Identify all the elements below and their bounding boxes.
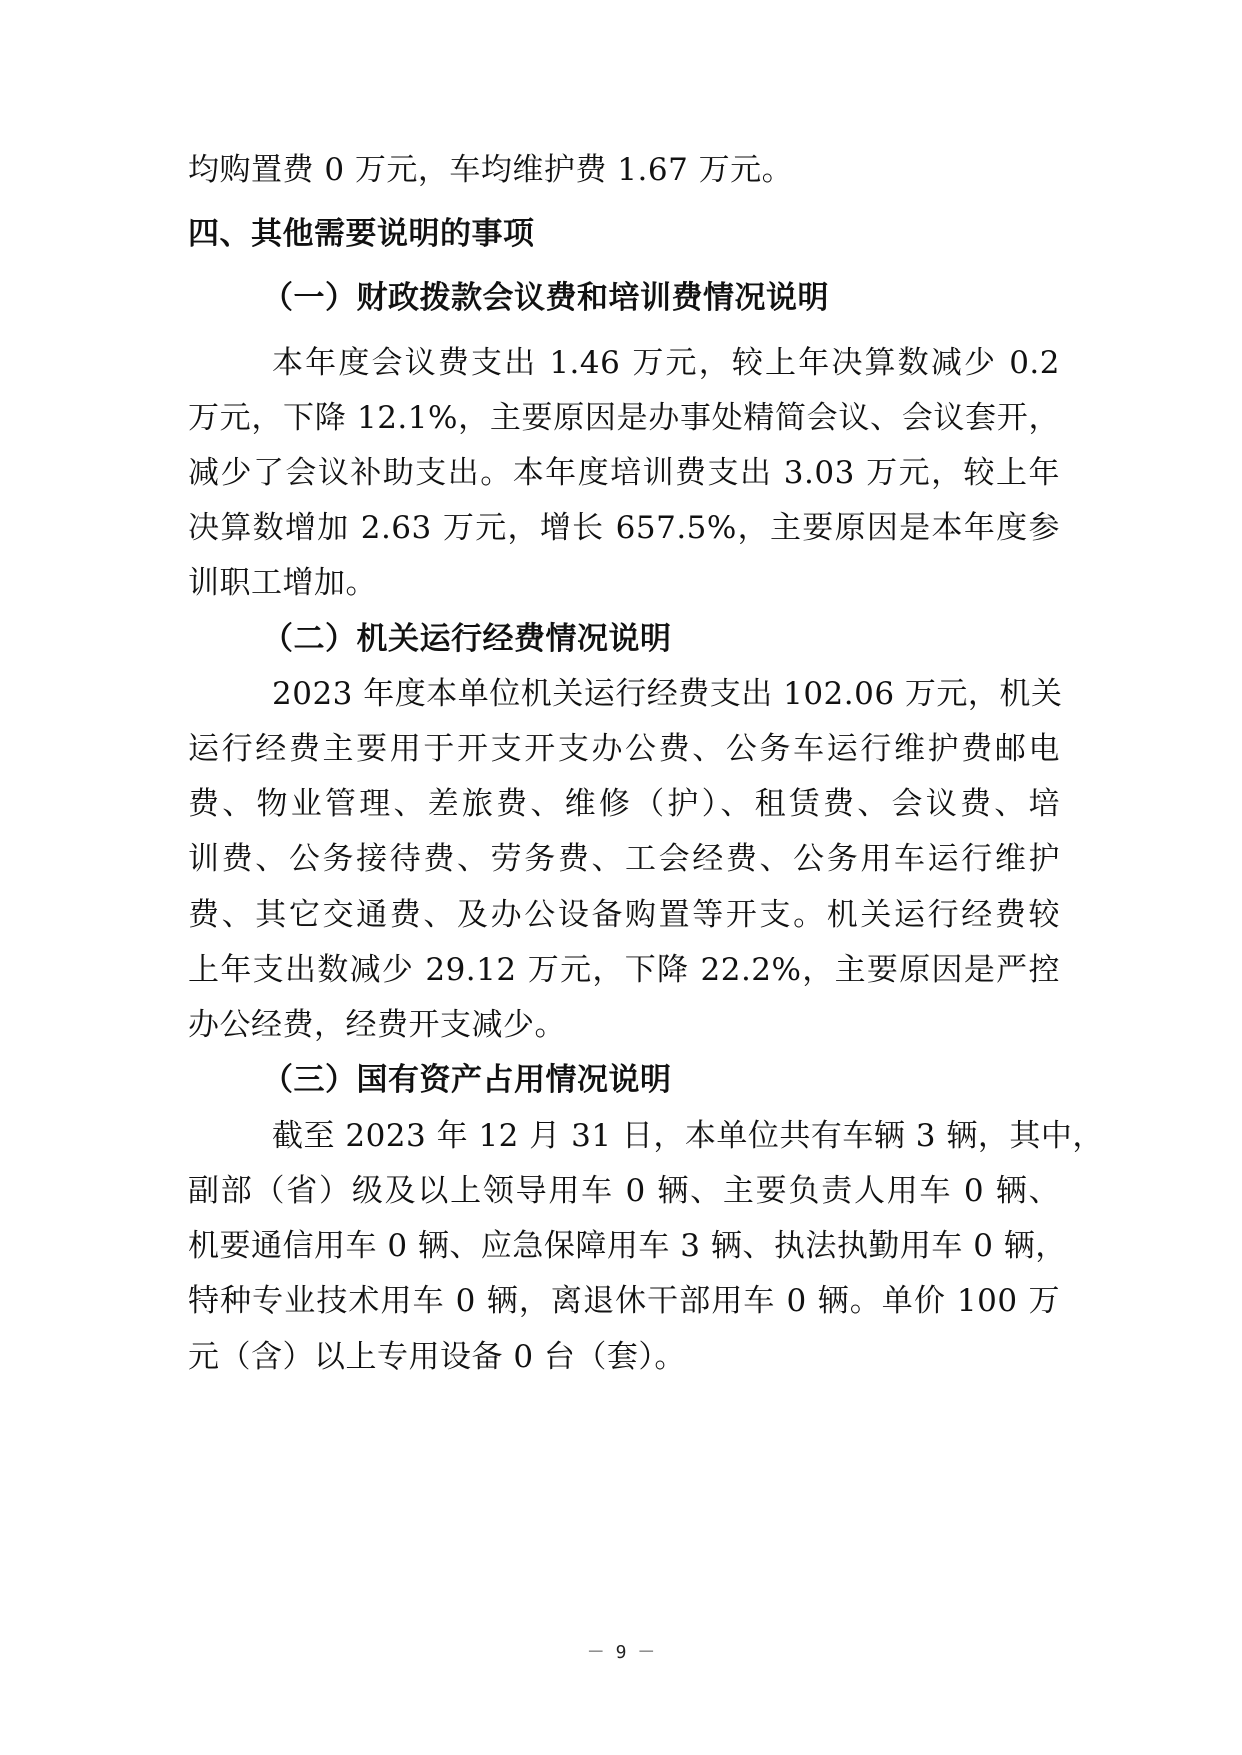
paragraph-line: 副部（省）级及以上领导用车 0 辆、主要负责人用车 0 辆、	[188, 1173, 1060, 1209]
paragraph-line: 元（含）以上专用设备 0 台（套）。	[188, 1339, 686, 1375]
paragraph-line: 训职工增加。	[188, 565, 377, 601]
section-heading: 四、其他需要说明的事项	[188, 216, 535, 252]
subsection-heading-state-assets: （三）国有资产占用情况说明	[262, 1062, 672, 1098]
page-number: － 9 －	[586, 1642, 656, 1663]
subsection-heading-operating-expenses: （二）机关运行经费情况说明	[262, 621, 672, 657]
paragraph-line: 特种专业技术用车 0 辆，离退休干部用车 0 辆。单价 100 万	[188, 1283, 1060, 1319]
subsection-heading-meeting-training: （一）财政拨款会议费和培训费情况说明	[262, 280, 829, 316]
paragraph-line: 办公经费，经费开支减少。	[188, 1007, 566, 1043]
paragraph-line: 运行经费主要用于开支开支办公费、公务车运行维护费邮电	[188, 731, 1060, 767]
paragraph-line: 费、物业管理、差旅费、维修（护）、租赁费、会议费、培	[188, 786, 1060, 822]
paragraph-line: 上年支出数减少 29.12 万元，下降 22.2%，主要原因是严控	[188, 952, 1060, 988]
paragraph-line: 2023 年度本单位机关运行经费支出 102.06 万元，机关	[272, 676, 1063, 712]
paragraph-line: 本年度会议费支出 1.46 万元，较上年决算数减少 0.2	[272, 345, 1060, 381]
paragraph-line: 截至 2023 年 12 月 31 日，本单位共有车辆 3 辆，其中，	[272, 1118, 1104, 1154]
paragraph-line: 万元，下降 12.1%，主要原因是办事处精简会议、会议套开，	[188, 400, 1060, 436]
paragraph-line: 费、其它交通费、及办公设备购置等开支。机关运行经费较	[188, 897, 1060, 933]
paragraph-line: 均购置费 0 万元，车均维护费 1.67 万元。	[188, 152, 794, 188]
paragraph-line: 减少了会议补助支出。本年度培训费支出 3.03 万元，较上年	[188, 455, 1060, 491]
paragraph-line: 决算数增加 2.63 万元，增长 657.5%，主要原因是本年度参	[188, 510, 1060, 546]
paragraph-line: 机要通信用车 0 辆、应急保障用车 3 辆、执法执勤用车 0 辆，	[188, 1228, 1067, 1264]
paragraph-line: 训费、公务接待费、劳务费、工会经费、公务用车运行维护	[188, 841, 1060, 877]
